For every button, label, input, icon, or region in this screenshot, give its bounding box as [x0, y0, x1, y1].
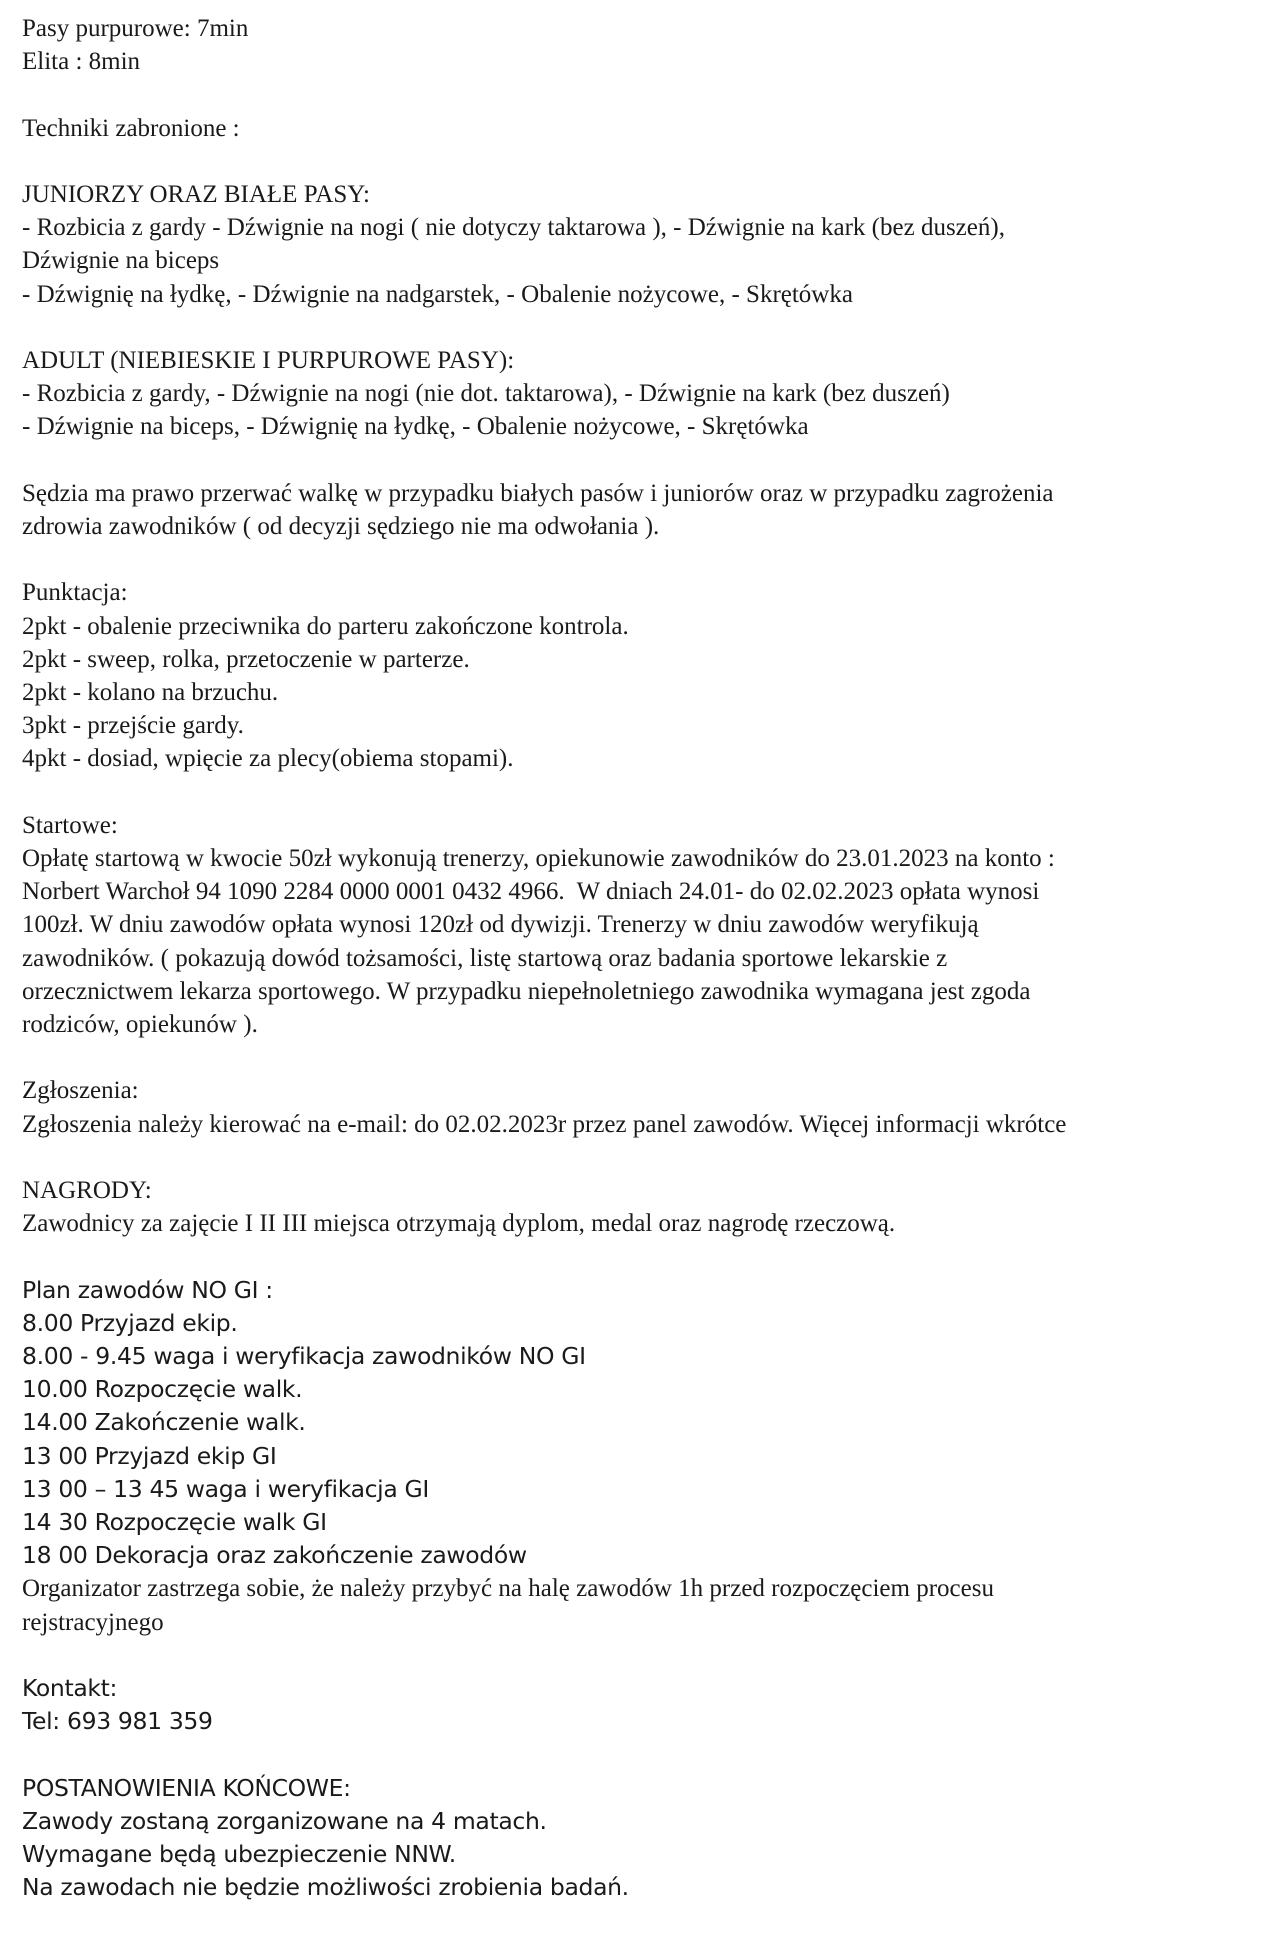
schedule-line: 18 00 Dekoracja oraz zakończenie zawodów — [22, 1541, 527, 1570]
fees-line: Norbert Warchoł 94 1090 2284 0000 0001 0432 4966. W dniach 24.01- do 02.02.2023 opłata wynosi — [22, 878, 1040, 906]
section-juniors — [22, 178, 1272, 311]
scoring-line: 2pkt - obalenie przeciwnika do parteru zakończone kontrola. — [22, 612, 629, 640]
section-awards — [22, 1174, 1272, 1240]
scoring-heading: Punktacja: — [22, 579, 128, 607]
section-adult — [22, 344, 1272, 444]
schedule-note-line: Organizator zastrzega sobie, że należy przybyć na halę zawodów 1h przed rozpoczęciem procesu — [22, 1575, 994, 1603]
contact-heading: Kontakt: — [22, 1674, 118, 1702]
durations-heading: Pasy purpurowe: 7min — [22, 15, 249, 42]
final-heading: POSTANOWIENIA KOŃCOWE: — [22, 1773, 351, 1802]
schedule-line: 10.00 Rozpoczęcie walk. — [22, 1375, 303, 1404]
registration-line: Zgłoszenia należy kierować na e-mail: do 02.02.2023r przez panel zawodów. Więcej informacji wkrótce — [22, 1110, 1067, 1138]
schedule-note-line: rejstracyjnego — [22, 1608, 164, 1636]
scoring-line: 3pkt - przejście gardy. — [22, 712, 244, 740]
fees-line: rodziców, opiekunów ). — [22, 1011, 258, 1038]
final-line: Wymagane będą ubezpieczenie NNW. — [22, 1840, 456, 1868]
schedule-line: 13 00 – 13 45 waga i weryfikacja GI — [22, 1474, 429, 1503]
juniors-line: Dźwignie na biceps — [22, 247, 220, 275]
juniors-heading: JUNIORZY ORAZ BIAŁE PASY: — [22, 180, 370, 208]
awards-heading: NAGRODY: — [22, 1176, 152, 1204]
fees-line: 100zł. W dniu zawodów opłata wynosi 120zł od dywizji. Trenerzy w dniu zawodów weryfikują — [22, 911, 979, 939]
section-contact — [22, 1672, 1272, 1738]
fees-line: zawodników. ( pokazują dowód tożsamości, listę startową oraz badania sportowe lekarskie z — [22, 944, 948, 972]
adult-heading: ADULT (NIEBIESKIE I PURPUROWE PASY): — [22, 346, 515, 374]
forbidden-header-heading: Techniki zabronione : — [22, 114, 240, 142]
contact-line: Tel: 693 981 359 — [22, 1707, 213, 1736]
section-durations — [22, 12, 1272, 78]
juniors-line: - Rozbicia z gardy - Dźwignie na nogi ( nie dotyczy taktarowa ), - Dźwignie na kark (bez duszeń), — [22, 214, 1005, 242]
final-line: Na zawodach nie będzie możliwości zrobienia badań. — [22, 1873, 629, 1902]
awards-line: Zawodnicy za zajęcie I II III miejsca otrzymają dyplom, medal oraz nagrodę rzeczową. — [22, 1210, 896, 1238]
section-registration — [22, 1074, 1272, 1140]
adult-line: - Dźwignie na biceps, - Dźwignię na łydkę, - Obalenie nożycowe, - Skrętówka — [22, 413, 809, 441]
final-line: Zawody zostaną zorganizowane na 4 matach. — [22, 1806, 547, 1835]
section-forbidden-header — [22, 112, 1272, 145]
schedule-heading: Plan zawodów NO GI : — [22, 1275, 273, 1304]
fees-line: orzecznictwem lekarza sportowego. W przypadku niepełnoletniego zawodnika wymagana jest zgoda — [22, 977, 1031, 1005]
scoring-line: 2pkt - kolano na brzuchu. — [22, 678, 279, 706]
fees-line: Opłatę startową w kwocie 50zł wykonują trenerzy, opiekunowie zawodników do 23.01.2023 na konto : — [22, 844, 1055, 872]
referee-heading: Sędzia ma prawo przerwać walkę w przypadku białych pasów i juniorów oraz w przypadku zagrożenia — [22, 479, 1054, 507]
section-referee — [22, 477, 1272, 543]
registration-heading: Zgłoszenia: — [22, 1077, 139, 1105]
adult-line: - Rozbicia z gardy, - Dźwignie na nogi (nie dot. taktarowa), - Dźwignie na kark (bez duszeń) — [22, 380, 950, 408]
section-fees — [22, 809, 1272, 1041]
schedule-line: 8.00 - 9.45 waga i weryfikacja zawodników NO GI — [22, 1341, 586, 1370]
schedule-line: 13 00 Przyjazd ekip GI — [22, 1441, 277, 1470]
referee-line: zdrowia zawodników ( od decyzji sędziego nie ma odwołania ). — [22, 512, 660, 540]
schedule-line: 14 30 Rozpoczęcie walk GI — [22, 1508, 327, 1536]
durations-line: Elita : 8min — [22, 48, 141, 76]
scoring-line: 4pkt - dosiad, wpięcie za plecy(obiema stopami). — [22, 745, 514, 773]
document-body — [22, 12, 1272, 1938]
scoring-line: 2pkt - sweep, rolka, przetoczenie w parterze. — [22, 645, 470, 673]
section-schedule — [22, 1274, 1272, 1639]
section-final — [22, 1772, 1272, 1905]
juniors-line: - Dźwignię na łydkę, - Dźwignie na nadgarstek, - Obalenie nożycowe, - Skrętówka — [22, 280, 853, 308]
section-scoring — [22, 576, 1272, 775]
schedule-line: 8.00 Przyjazd ekip. — [22, 1308, 238, 1337]
fees-heading: Startowe: — [22, 811, 118, 839]
schedule-line: 14.00 Zakończenie walk. — [22, 1408, 306, 1437]
